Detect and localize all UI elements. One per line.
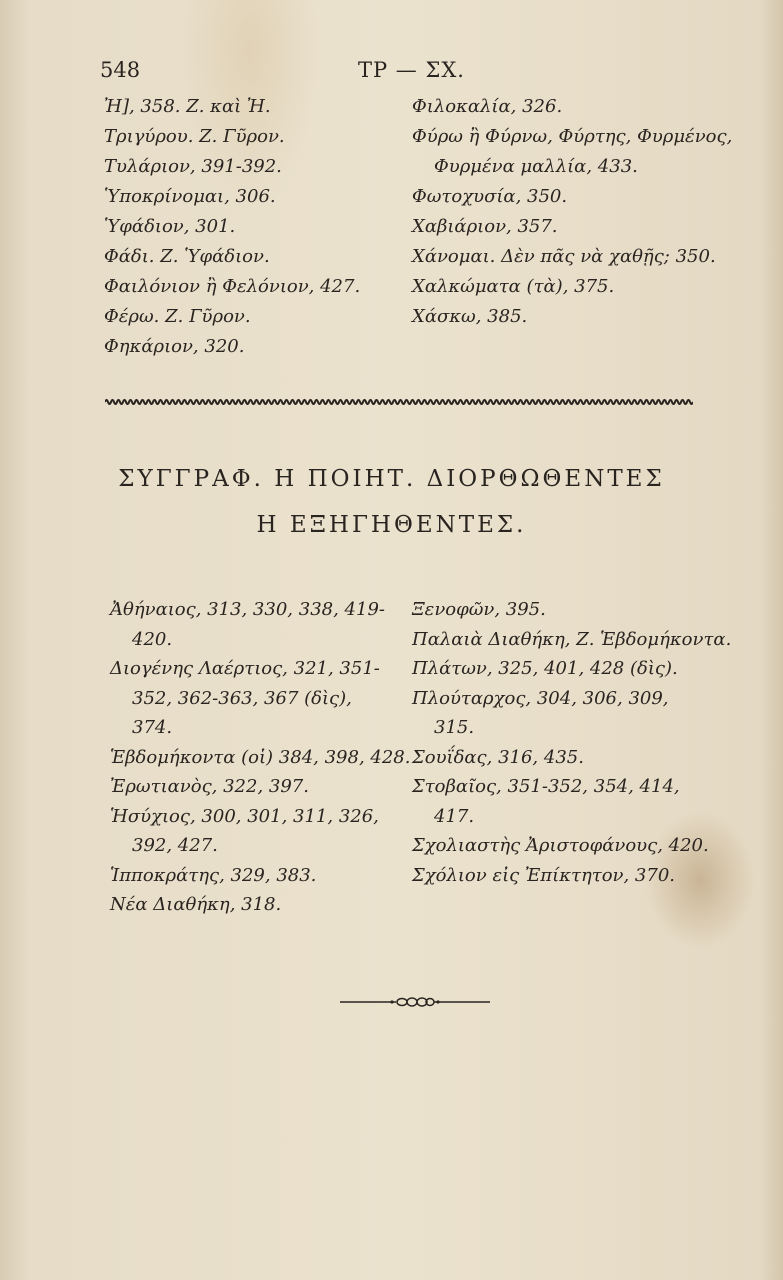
index-entry: Φιλοκαλία, 326. <box>412 96 563 117</box>
index-entry: Πλάτων, 325, 401, 428 (δὶς). <box>412 658 678 679</box>
index-entry: Φαιλόνιον ἢ Φελόνιον, 427. <box>104 276 361 297</box>
bottom-right-column <box>412 595 732 890</box>
index-entry: Ἀθήναιος, 313, 330, 338, 419- <box>110 599 385 620</box>
index-entry: Χάνομαι. Δὲν πᾶς νὰ χαθῇς; 350. <box>412 246 716 267</box>
index-entry: Σουΐδας, 316, 435. <box>412 746 584 768</box>
section-title-line1: ΣΥΓΓΡΑΦ. Η ΠΟΙΗΤ. ΔΙΟΡΘΩΘΕΝΤΕΣ <box>118 466 665 492</box>
index-entry: Πλούταρχος, 304, 306, 309, <box>412 687 669 709</box>
index-entry: Τριγύρου. Ζ. Γῦρον. <box>104 126 285 147</box>
index-entry: Χαβιάριον, 357. <box>412 216 558 237</box>
running-head: ΤΡ — ΣΧ. <box>358 58 465 82</box>
index-entry: Χάσκω, 385. <box>412 306 528 327</box>
index-entry: Ξενοφῶν, 395. <box>412 599 546 620</box>
index-entry-continuation: Φυρμένα μαλλία, 433. <box>434 156 638 177</box>
index-entry-continuation: 420. <box>132 628 173 650</box>
index-entry: Σχολιαστὴς Ἀριστοφάνους, 420. <box>412 835 709 856</box>
bottom-left-column <box>110 595 411 920</box>
index-entry: Χαλκώματα (τὰ), 375. <box>412 276 615 297</box>
index-entry: Νέα Διαθήκη, 318. <box>110 894 282 915</box>
index-entry-continuation: 315. <box>434 717 475 738</box>
index-entry: Φέρω. Ζ. Γῦρον. <box>104 306 251 327</box>
index-entry: Ἡσύχιος, 300, 301, 311, 326, <box>110 805 379 827</box>
index-entry-continuation: 352, 362-363, 367 (δὶς), <box>132 687 352 709</box>
index-entry: Ἱπποκράτης, 329, 383. <box>110 864 317 886</box>
index-entry: Παλαιὰ Διαθήκη, Ζ. Ἑβδομήκοντα. <box>412 628 732 650</box>
index-entry: Ὑφάδιον, 301. <box>104 216 236 237</box>
index-entry: Ἠ], 358. Ζ. καὶ Ἠ. <box>104 96 271 117</box>
index-entry: Ὑποκρίνομαι, 306. <box>104 186 276 207</box>
ornament-divider <box>340 994 490 1010</box>
index-entry: Τυλάριον, 391-392. <box>104 156 282 177</box>
top-left-column <box>104 92 394 362</box>
page-number: 548 <box>100 58 141 82</box>
index-entry: Σχόλιον εἰς Ἐπίκτητον, 370. <box>412 864 676 886</box>
index-entry: Φάδι. Ζ. Ὑφάδιον. <box>104 246 270 267</box>
index-entry-continuation: 374. <box>132 717 173 738</box>
index-entry: Φηκάριον, 320. <box>104 336 245 357</box>
top-right-column <box>412 92 733 332</box>
index-entry: Φύρω ἢ Φύρνω, Φύρτης, Φυρμένος, <box>412 126 733 147</box>
index-entry-continuation: 392, 427. <box>132 835 218 856</box>
page-header <box>100 58 690 88</box>
index-entry: Ἐρωτιανὸς, 322, 397. <box>110 776 309 797</box>
wavy-divider-rule <box>105 398 693 406</box>
index-entry: Φωτοχυσία, 350. <box>412 186 568 207</box>
index-entry: Στοβαῖος, 351-352, 354, 414, <box>412 776 680 797</box>
index-entry: Ἑβδομήκοντα (οἱ) 384, 398, 428. <box>110 746 411 768</box>
index-entry-continuation: 417. <box>434 805 475 827</box>
index-entry: Διογένης Λαέρτιος, 321, 351- <box>110 658 380 679</box>
section-title-line2: Η ΕΞΗΓΗΘΕΝΤΕΣ. <box>256 512 527 538</box>
